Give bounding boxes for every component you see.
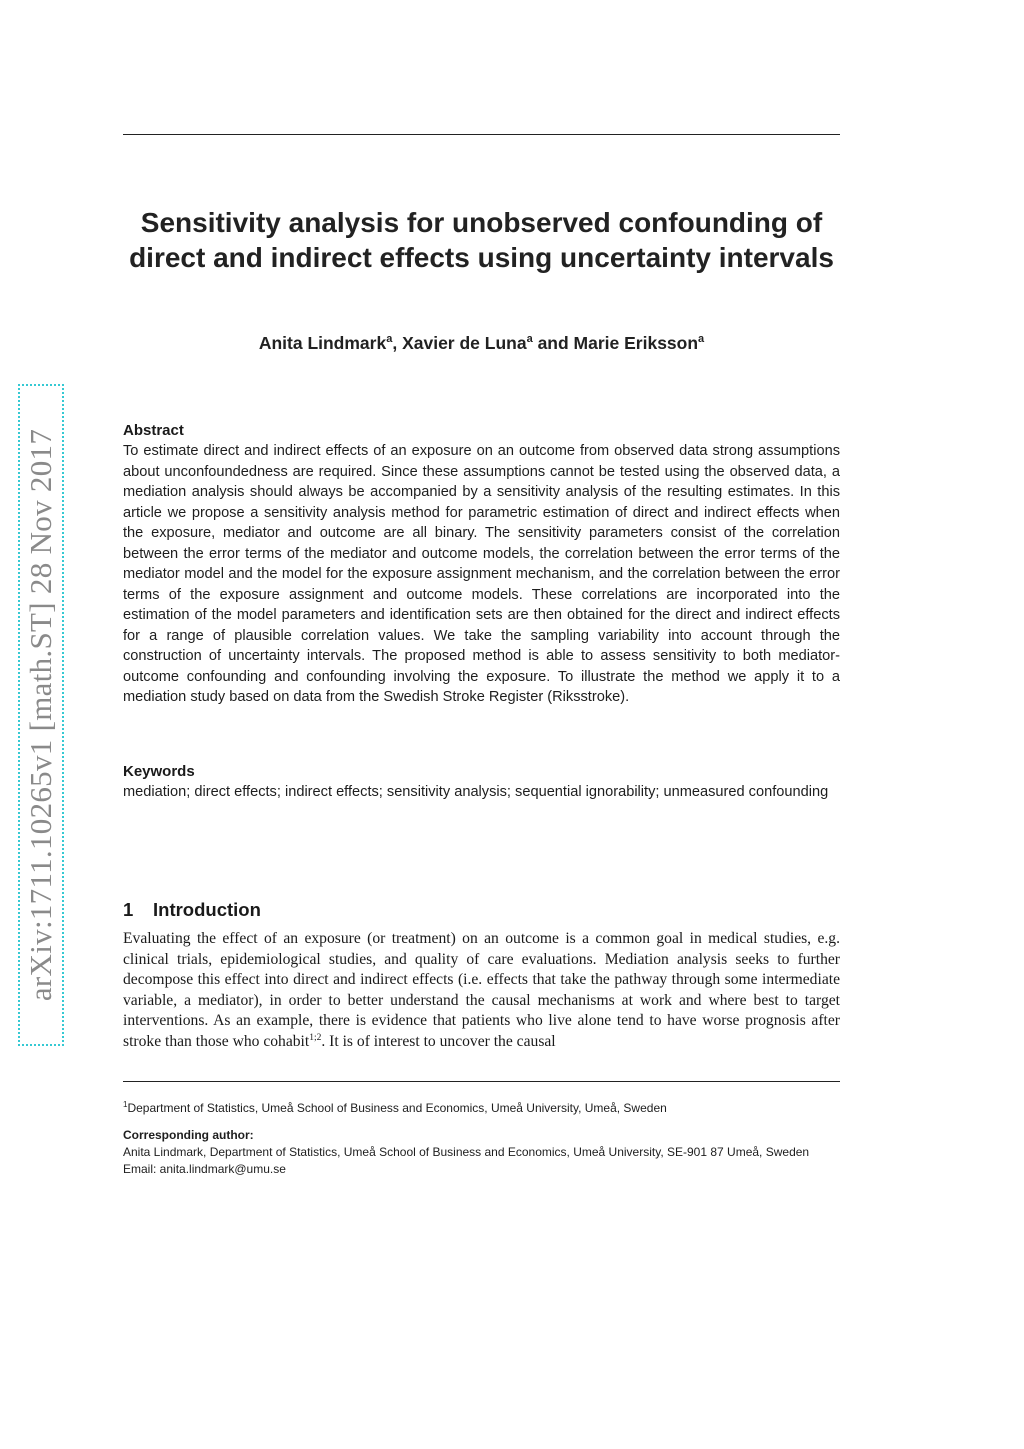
header-rule — [123, 134, 840, 135]
footnote-mark: 1 — [123, 1100, 128, 1109]
footnotes — [123, 1096, 840, 1178]
author-list — [123, 333, 840, 354]
author-name: Anita Lindmark — [258, 333, 387, 353]
author-name: Marie Eriksson — [573, 333, 699, 353]
keywords-section — [123, 762, 840, 803]
intro-text-continued: . It is of interest to uncover the causal — [321, 1032, 556, 1050]
author-affiliation-mark: a — [386, 333, 393, 346]
affiliation-text: Department of Statistics, Umeå School of Business and Economics, Umeå University, Umeå, Sweden — [127, 1101, 667, 1115]
abstract-section — [123, 421, 840, 708]
corresponding-author-email: Email: anita.lindmark@umu.se — [123, 1162, 286, 1176]
author-name: Xavier de Luna — [402, 333, 527, 353]
keywords-heading: Keywords — [123, 763, 195, 780]
introduction-section — [123, 898, 840, 1053]
arxiv-sidebar-stamp — [18, 384, 64, 1046]
section-number: 1 — [123, 899, 134, 920]
corresponding-author-address: Anita Lindmark, Department of Statistics, Umeå School of Business and Economics, Umeå University, SE-901 87 Umeå, Sweden — [123, 1145, 810, 1159]
footnote-rule — [123, 1081, 840, 1082]
author-affiliation-mark: a — [698, 333, 705, 346]
author-affiliation-mark: a — [526, 333, 533, 346]
citation-ref: 1;2 — [309, 1032, 322, 1043]
section-heading — [123, 898, 840, 922]
intro-text: Evaluating the effect of an exposure (or treatment) on an outcome is a common goal in medical studies, e.g. clinical trials, epidemiological studies, and quality of care evaluations. Mediation analysis seeks to further decompose this effect into direct and indirect effects (i.e. effects that take the pathway through some intermediate variable, a mediator), in order to better understand the causal mechanisms at work and where best to target interventions. As an example, there is evidence that patients who live alone tend to have worse prognosis after stroke than those who cohabit — [123, 930, 840, 1050]
introduction-paragraph — [123, 929, 840, 1053]
abstract-text: To estimate direct and indirect effects of an exposure on an outcome from observed data strong assumptions about unconfoundedness are required. Since these assumptions cannot be tested using the observed data, a mediation analysis should always be accompanied by a sensitivity analysis of the resulting estimates. In this article we propose a sensitivity analysis method for parametric estimation of direct and indirect effects when the exposure, mediator and outcome are all binary. The sensitivity parameters consist of the correlation between the error terms of the mediator and outcome models, the correlation between the error terms of the mediator model and the model for the exposure assignment mechanism, and the correlation between the error terms of the exposure assignment and outcome models. These correlations are incorporated into the estimation of the model parameters and identification sets are then obtained for the direct and indirect effects for a range of plausible correlation values. We take the sampling variability into account through the construction of uncertainty intervals. The proposed method is able to assess sensitivity to both mediator-outcome confounding and confounding involving the exposure. To illustrate the method we apply it to a mediation study based on data from the Swedish Stroke Register (Riksstroke). — [123, 443, 840, 705]
arxiv-id: arXiv:1711.10265v1 [math.ST] 28 Nov 2017 — [23, 428, 58, 1002]
corresponding-author-label: Corresponding author: — [123, 1128, 254, 1142]
keywords-text: mediation; direct effects; indirect effects; sensitivity analysis; sequential ignorability; unmeasured confounding — [123, 784, 829, 800]
section-title: Introduction — [153, 899, 261, 920]
affiliation-footnote — [123, 1096, 840, 1117]
abstract-heading: Abstract — [123, 422, 184, 439]
author-separator: , — [392, 333, 403, 353]
author-separator: and — [532, 333, 574, 353]
paper-title: Sensitivity analysis for unobserved confounding of direct and indirect effects using uncertainty intervals — [129, 207, 834, 273]
